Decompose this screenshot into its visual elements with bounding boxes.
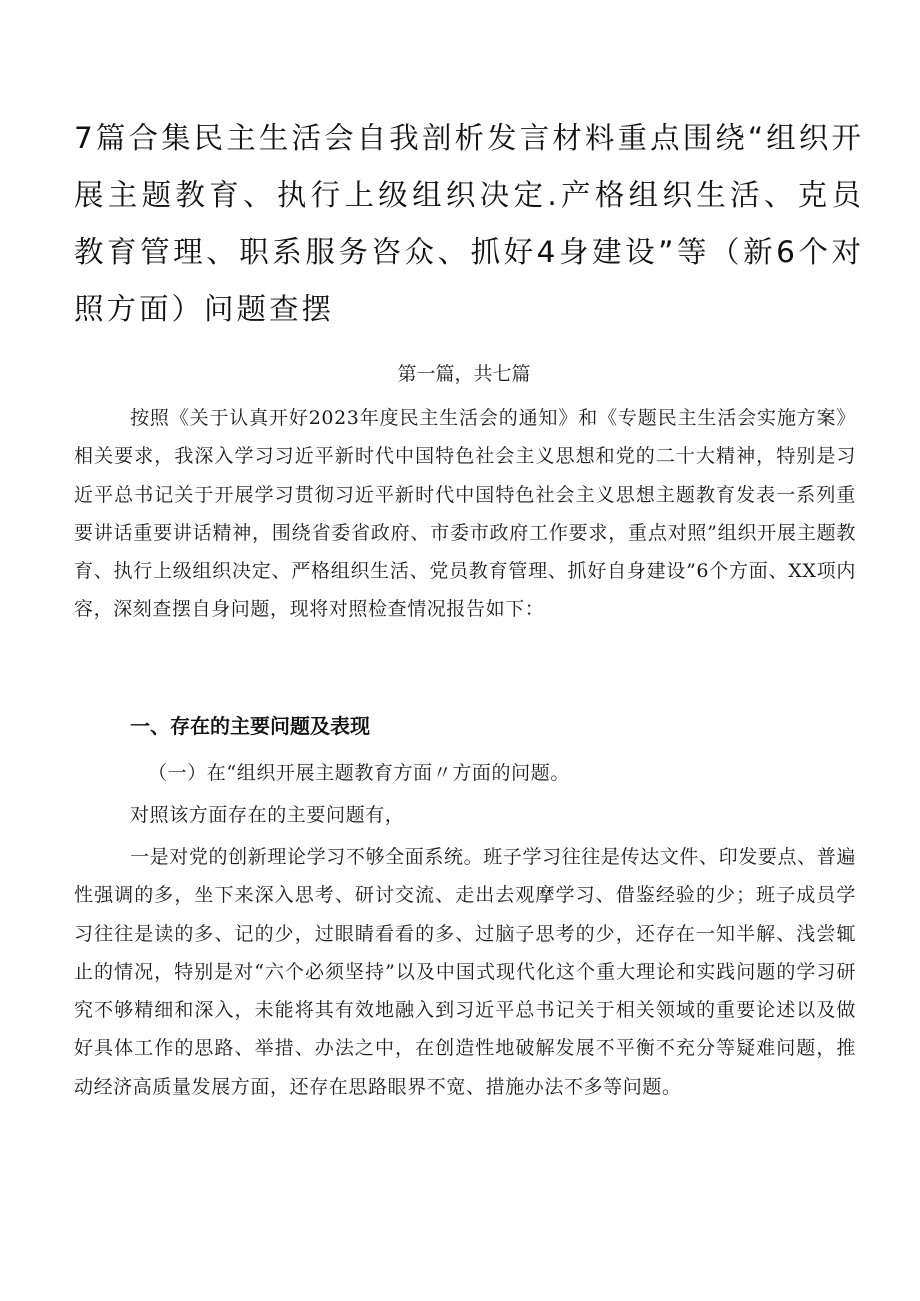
- intro-paragraph: 按照《关于认真开好2023年度民主生活会的通知》和《专题民主生活会实施方案》相关要求，我深入学习习近平新时代中国特色社会主义思想和党的二十大精神，特别是习近平总书记关于开展学习贯彻习近平新时代中国特色社会主义思想主题教育发表一系列重要讲话重要讲话精神，围绕省委省政府、市委市政府工作要求，重点对照”组织开展主题教育、执行上级组织决定、严格组织生活、党员教育管理、抓好自身建设”6个方面、XX项内容，深刻查摆自身问题，现将对照检查情况报告如下：: [74, 407, 856, 621]
- lead-sentence: 对照该方面存在的主要问题有，: [130, 804, 405, 826]
- problem-point-paragraph: 一是对党的创新理论学习不够全面系统。班子学习往往是传达文件、印发要点、普遍性强调的多，坐下来深入思考、研讨交流、走出去观摩学习、借鉴经验的少；班子成员学习往往是读的多、记的少，过眼睛看看的多、过脑子思考的少，还存在一知半解、浅尝辄止的情况，特别是对“六个必须坚持”以及中国式现代化这个重大理论和实践问题的学习研究不够精细和深入，未能将其有效地融入到习近平总书记关于相关领域的重要论述以及做好具体工作的思路、举措、办法之中，在创造性地破解发展不平衡不充分等疑难问题，推动经济高质量发展方面，还存在思路眼界不宽、措施办法不多等问题。: [74, 846, 856, 1098]
- section-heading: 一、存在的主要问题及表现: [130, 714, 370, 738]
- document-title: 7篇合集民主生活会自我剖析发言材料重点围绕“组织开展主题教育、执行上级组织决定.产格组织生活、克员教育管理、职系服务咨众、抓好4身建设”等（新6个对照方面）问题查摆: [74, 121, 864, 326]
- document-subtitle: 第一篇，共七篇: [397, 363, 531, 385]
- subsection-heading: （一）在“组织开展主题教育方面〃方面的问题。: [148, 762, 570, 784]
